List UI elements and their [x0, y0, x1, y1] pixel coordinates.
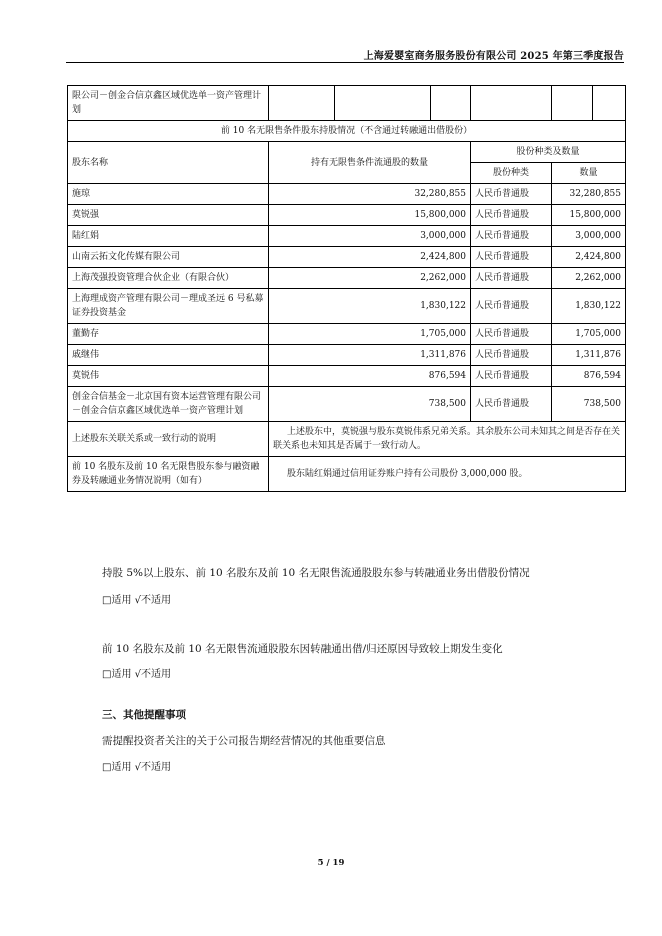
header-divider	[66, 62, 624, 63]
shareholder-name: 莫锐强	[68, 205, 269, 226]
margin-trading-text: 股东陆红娟通过信用证券账户持有公司股份 3,000,000 股。	[269, 457, 626, 492]
lending-paragraph: 持股 5%以上股东、前 10 名股东及前 10 名无限售流通股股东参与转融通业务出借股份情况	[102, 567, 530, 579]
shareholder-share-type: 人民币普通股	[471, 345, 552, 366]
table-row	[68, 289, 626, 324]
shareholder-share-count: 3,000,000	[552, 226, 626, 247]
shareholder-share-count: 1,705,000	[552, 324, 626, 345]
table-row	[68, 268, 626, 289]
shareholder-quantity: 2,424,800	[269, 247, 471, 268]
shareholder-quantity: 876,594	[269, 366, 471, 387]
shareholder-share-type: 人民币普通股	[471, 387, 552, 422]
section-title: 前 10 名无限售条件股东持股情况（不含通过转融通出借股份）	[68, 121, 626, 142]
table-row	[68, 226, 626, 247]
shareholder-quantity: 15,800,000	[269, 205, 471, 226]
shareholder-share-count: 2,424,800	[552, 247, 626, 268]
shareholder-share-type: 人民币普通股	[471, 289, 552, 324]
lending-applicability: □适用 √不适用	[102, 595, 171, 606]
related-party-row	[68, 422, 626, 457]
shareholder-name: 上海理成资产管理有限公司－理成圣远 6 号私募证券投资基金	[68, 289, 269, 324]
shareholder-share-count: 738,500	[552, 387, 626, 422]
table-row	[68, 387, 626, 422]
col-header-share-type: 股份种类	[471, 163, 552, 184]
shareholder-share-count: 32,280,855	[552, 184, 626, 205]
shareholder-share-type: 人民币普通股	[471, 184, 552, 205]
table-row	[68, 366, 626, 387]
report-header: 上海爱婴室商务服务股份有限公司 2025 年第三季度报告	[363, 51, 624, 62]
shareholder-quantity: 1,830,122	[269, 289, 471, 324]
shareholder-name: 创金合信基金－北京国有资本运营管理有限公司－创金合信京鑫区域优选单一资产管理计划	[68, 387, 269, 422]
shareholder-quantity: 3,000,000	[269, 226, 471, 247]
reminder-paragraph: 需提醒投资者关注的关于公司报告期经营情况的其他重要信息	[102, 735, 386, 747]
shareholder-share-type: 人民币普通股	[471, 205, 552, 226]
shareholder-share-count: 876,594	[552, 366, 626, 387]
shareholder-quantity: 32,280,855	[269, 184, 471, 205]
shareholder-name: 陆红娟	[68, 226, 269, 247]
shareholder-share-count: 15,800,000	[552, 205, 626, 226]
table-row	[68, 205, 626, 226]
shareholder-share-count: 1,830,122	[552, 289, 626, 324]
continuation-row	[68, 86, 626, 121]
shareholder-quantity: 1,311,876	[269, 345, 471, 366]
shareholder-name: 董勤存	[68, 324, 269, 345]
page-number: 5 / 19	[317, 858, 345, 868]
col-header-name: 股东名称	[68, 142, 269, 184]
continuation-name: 限公司－创金合信京鑫区域优选单一资产管理计划	[68, 86, 269, 121]
shareholder-name: 莫锐伟	[68, 366, 269, 387]
shareholder-share-type: 人民币普通股	[471, 247, 552, 268]
shareholder-name: 山南云拓文化传媒有限公司	[68, 247, 269, 268]
shareholder-share-type: 人民币普通股	[471, 268, 552, 289]
shareholder-share-type: 人民币普通股	[471, 226, 552, 247]
shareholder-quantity: 738,500	[269, 387, 471, 422]
shareholder-name: 上海茂强投资管理合伙企业（有限合伙）	[68, 268, 269, 289]
shareholder-share-type: 人民币普通股	[471, 324, 552, 345]
table-row	[68, 184, 626, 205]
shareholder-quantity: 2,262,000	[269, 268, 471, 289]
related-party-text: 上述股东中，莫锐强与股东莫锐伟系兄弟关系。其余股东公司未知其之间是否存在关联关系也未知其是否属于一致行动人。	[269, 422, 626, 457]
margin-trading-label: 前 10 名股东及前 10 名无限售股东参与融资融券及转融通业务情况说明（如有）	[68, 457, 269, 492]
reminder-applicability: □适用 √不适用	[102, 762, 171, 773]
shareholder-table	[67, 85, 626, 492]
section-other-reminders: 三、其他提醒事项	[102, 709, 186, 721]
col-header-share-group: 股份种类及数量	[471, 142, 626, 163]
shareholder-name: 施琼	[68, 184, 269, 205]
shareholder-quantity: 1,705,000	[269, 324, 471, 345]
margin-trading-row	[68, 457, 626, 492]
table-row	[68, 324, 626, 345]
table-row	[68, 247, 626, 268]
col-header-quantity: 持有无限售条件流通股的数量	[269, 142, 471, 184]
section-title-row	[68, 121, 626, 142]
shareholder-share-count: 1,311,876	[552, 345, 626, 366]
shareholder-share-type: 人民币普通股	[471, 366, 552, 387]
shareholder-name: 戚继伟	[68, 345, 269, 366]
table-row	[68, 345, 626, 366]
lending-change-paragraph: 前 10 名股东及前 10 名无限售流通股股东因转融通出借/归还原因导致较上期发生变化	[102, 643, 503, 655]
shareholder-share-count: 2,262,000	[552, 268, 626, 289]
column-header-row	[68, 142, 626, 163]
col-header-share-count: 数量	[552, 163, 626, 184]
related-party-label: 上述股东关联关系或一致行动的说明	[68, 422, 269, 457]
lending-change-applicability: □适用 √不适用	[102, 669, 171, 680]
